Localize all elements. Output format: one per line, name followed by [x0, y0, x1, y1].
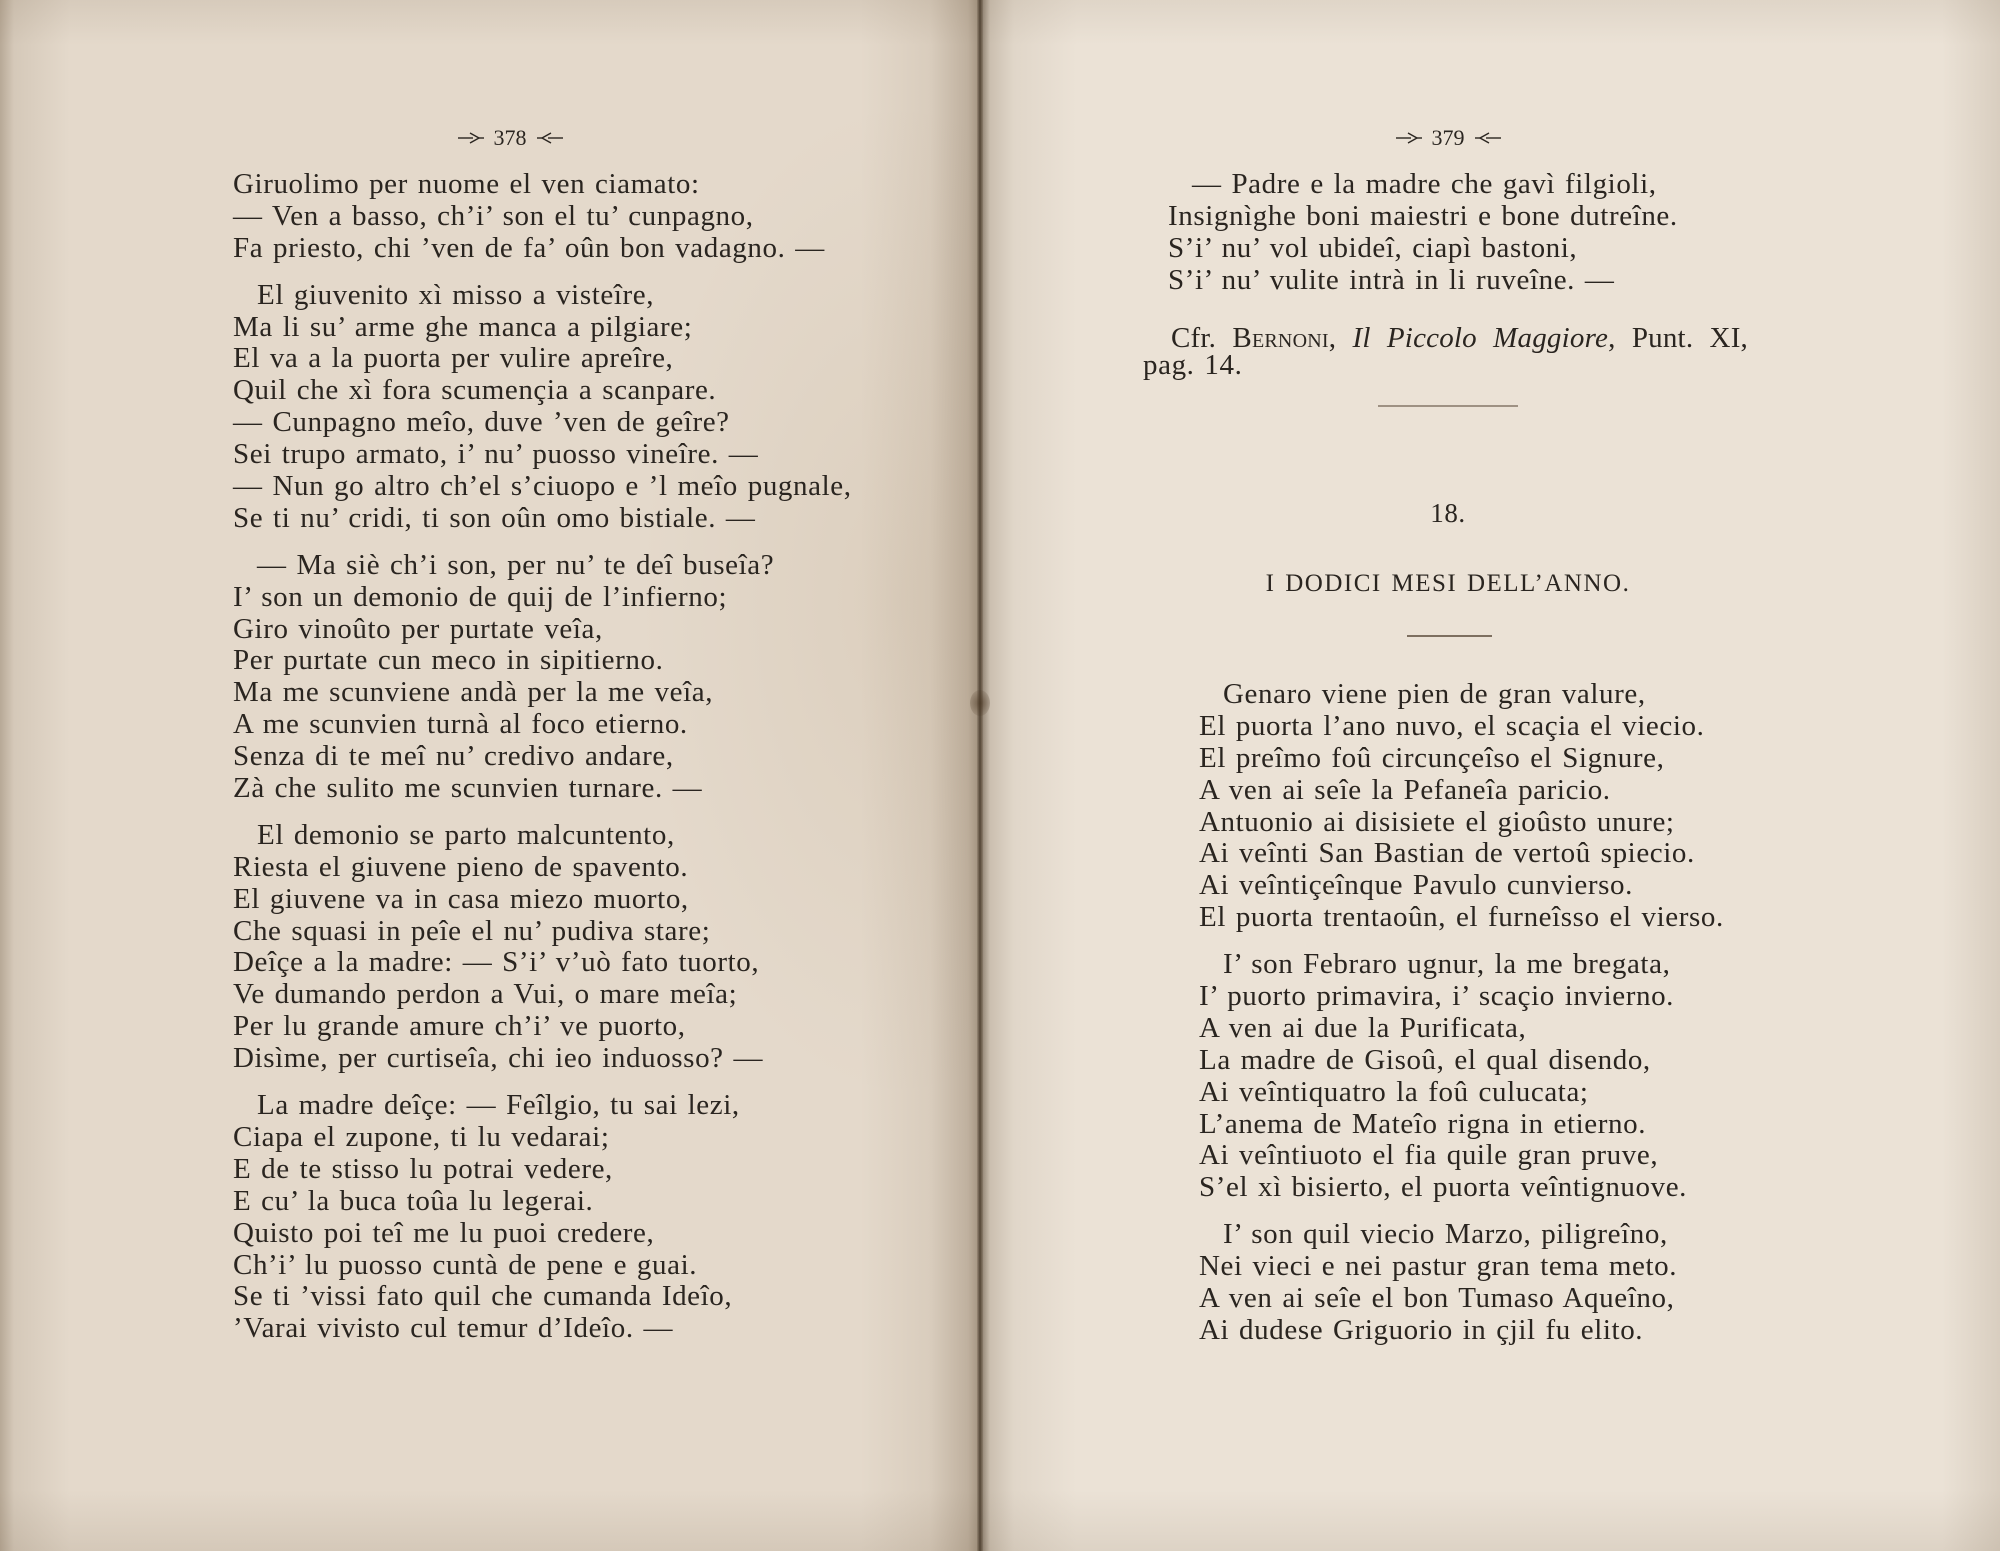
- reference-citation: [1171, 324, 1748, 352]
- binding-fold: [977, 0, 983, 1551]
- verse-line: Che squasi in peîe el nu’ pudiva stare;: [233, 914, 711, 947]
- verse-line: S’i’ nu’ vulite intrà in li ruveîne. —: [1168, 263, 1615, 296]
- stanza: [1168, 169, 1928, 297]
- reference-author: Bernoni,: [1232, 322, 1337, 354]
- verse-line: Insignìghe boni maiestri e bone dutreîne.: [1168, 199, 1678, 232]
- stanza: [1199, 1219, 1959, 1347]
- verse-line: Ai veîntiquatro la foû culucata;: [1199, 1075, 1589, 1108]
- binding-stain: [970, 690, 990, 716]
- verse-line: Antuonio ai disisiete el gioûsto unure;: [1199, 805, 1675, 838]
- verse-line: Genaro viene pien de gran valure,: [1223, 678, 1646, 710]
- stanza: [233, 1090, 953, 1345]
- stanza: [1199, 679, 1959, 934]
- verse-line: I’ son quil viecio Marzo, piligreîno,: [1223, 1218, 1668, 1251]
- verse-line: Ve dumando perdon a Vui, o mare meîa;: [233, 978, 738, 1011]
- verse-line: Ai veînti San Bastian de vertoû spiecio.: [1199, 837, 1695, 870]
- verse-line: Ciapa el zupone, ti lu vedarai;: [233, 1120, 610, 1153]
- verse-line: Ch’i’ lu puosso cuntà de pene e guai.: [233, 1248, 698, 1281]
- section-rule: [1378, 405, 1518, 407]
- verse-line: A ven ai due la Purificata,: [1199, 1011, 1527, 1044]
- title-rule: [1407, 635, 1492, 637]
- verse-line: Giruolimo per nuome el ven ciamato:: [233, 168, 700, 200]
- verse-line: La madre de Gisoû, el qual disendo,: [1199, 1043, 1651, 1076]
- verse-line: Quil che xì fora scumençia a scanpare.: [233, 374, 717, 407]
- verse-line: El va a la puorta per vulire apreîre,: [233, 342, 674, 375]
- poem-number: 18.: [1430, 498, 1466, 528]
- running-head-left: [410, 124, 610, 152]
- verse-line: — Ma siè ch’i son, per nu’ te deî buseîa?: [257, 548, 775, 581]
- verse-line: Nei vieci e nei pastur gran tema meto.: [1199, 1250, 1678, 1283]
- verse-line: El giuvenito xì misso a visteîre,: [257, 278, 655, 311]
- verse-line: Ai veîntiçeînque Pavulo cunvierso.: [1199, 869, 1633, 902]
- running-head-right: [1348, 124, 1548, 152]
- verse-line: S’i’ nu’ vol ubideî, ciapì bastoni,: [1168, 231, 1578, 264]
- verse-line: Sei trupo armato, i’ nu’ puosso vineîre. —: [233, 438, 759, 471]
- verse-line: Ma li su’ arme ghe manca a pilgiare;: [233, 310, 693, 343]
- stanza: [233, 280, 953, 535]
- stanza: [233, 169, 953, 265]
- verse-line: I’ puorto primavira, i’ scaçio invierno.: [1199, 980, 1675, 1013]
- reference-title: Il Piccolo Maggiore: [1352, 322, 1609, 354]
- verse-line: Quisto poi teî me lu puoi credere,: [233, 1216, 655, 1249]
- verse-line: Per lu grande amure ch’i’ ve puorto,: [233, 1010, 686, 1043]
- arrow-ornament-icon: [1394, 130, 1424, 146]
- verse-line: S’el xì bisierto, el puorta veîntignuove.: [1199, 1171, 1688, 1204]
- verse-line: Zà che sulito me scunvien turnare. —: [233, 772, 703, 805]
- verse-line: I’ son un demonio de quij de l’infierno;: [233, 580, 728, 613]
- verse-line: — Cunpagno meîo, duve ’ven de geîre?: [233, 406, 730, 439]
- verse-line: E de te stisso lu potrai vedere,: [233, 1152, 613, 1185]
- verse-line: Ai dudese Griguorio in çjil fu elito.: [1199, 1313, 1644, 1346]
- reference-prefix: Cfr.: [1171, 322, 1217, 354]
- verse-line: Per purtate cun meco in sipitierno.: [233, 644, 664, 677]
- verse-line: Ai veîntiuoto el fia quile gran pruve,: [1199, 1139, 1659, 1172]
- verse-line: El puorta trentaoûn, el furneîsso el vierso.: [1199, 901, 1724, 934]
- verse-line: El giuvene va in casa miezo muorto,: [233, 882, 689, 915]
- reference-page: pag. 14.: [1143, 349, 1243, 381]
- verse-line: Ma me scunviene andà per la me veîa,: [233, 676, 714, 709]
- poem-verse: [1199, 679, 1959, 1362]
- verse-line: — Ven a basso, ch’i’ son el tu’ cunpagno,: [233, 199, 754, 232]
- verse-line: ’Varai vivisto cul temur d’Ideîo. —: [233, 1312, 674, 1345]
- verse-line: E cu’ la buca toûa lu legerai.: [233, 1184, 594, 1217]
- arrow-ornament-icon: [456, 130, 486, 146]
- verse-line: Se ti ’vissi fato quil che cumanda Ideîo,: [233, 1280, 733, 1313]
- verse-line: El preîmo foû circunçeîso el Signure,: [1199, 741, 1665, 774]
- left-page-verse: [233, 169, 953, 1360]
- stanza: [1199, 949, 1959, 1204]
- closing-stanza: [1168, 169, 1928, 312]
- poem-title: I DODICI MESI DELL’ANNO.: [1265, 570, 1631, 597]
- arrow-ornament-icon: [1473, 130, 1503, 146]
- verse-line: El demonio se parto malcuntento,: [257, 818, 675, 851]
- verse-line: El puorta l’ano nuvo, el scaçia el viecio.: [1199, 709, 1705, 742]
- verse-line: A me scunvien turnà al foco etierno.: [233, 708, 688, 741]
- verse-line: — Nun go altro ch’el s’ciuopo e ’l meîo pugnale,: [233, 470, 852, 503]
- verse-line: A ven ai seîe la Pefaneîa paricio.: [1199, 773, 1611, 806]
- verse-line: Senza di te meî nu’ credivo andare,: [233, 740, 674, 773]
- verse-line: Riesta el giuvene pieno de spavento.: [233, 850, 689, 883]
- stanza: [233, 550, 953, 805]
- verse-line: Se ti nu’ cridi, ti son oûn omo bistiale. —: [233, 501, 756, 534]
- verse-line: — Padre e la madre che gavì filgioli,: [1192, 168, 1657, 200]
- verse-line: Giro vinoûto per purtate veîa,: [233, 612, 603, 645]
- reference-details: , Punt. XI,: [1608, 322, 1749, 354]
- verse-line: Fa priesto, chi ’ven de fa’ oûn bon vadagno. —: [233, 231, 825, 264]
- verse-line: I’ son Febraro ugnur, la me bregata,: [1223, 948, 1671, 981]
- stanza: [233, 820, 953, 1075]
- verse-line: La madre deîçe: — Feîlgio, tu sai lezi,: [257, 1089, 740, 1122]
- page-number: 379: [1431, 125, 1465, 150]
- verse-line: A ven ai seîe el bon Tumaso Aqueîno,: [1199, 1282, 1675, 1315]
- verse-line: L’anema de Mateîo rigna in etierno.: [1199, 1107, 1647, 1140]
- arrow-ornament-icon: [535, 130, 565, 146]
- page-number: 378: [493, 125, 527, 150]
- verse-line: Disìme, per curtiseîa, chi ieo induosso? —: [233, 1042, 764, 1075]
- verse-line: Deîçe a la madre: — S’i’ v’uò fato tuorto,: [233, 946, 760, 979]
